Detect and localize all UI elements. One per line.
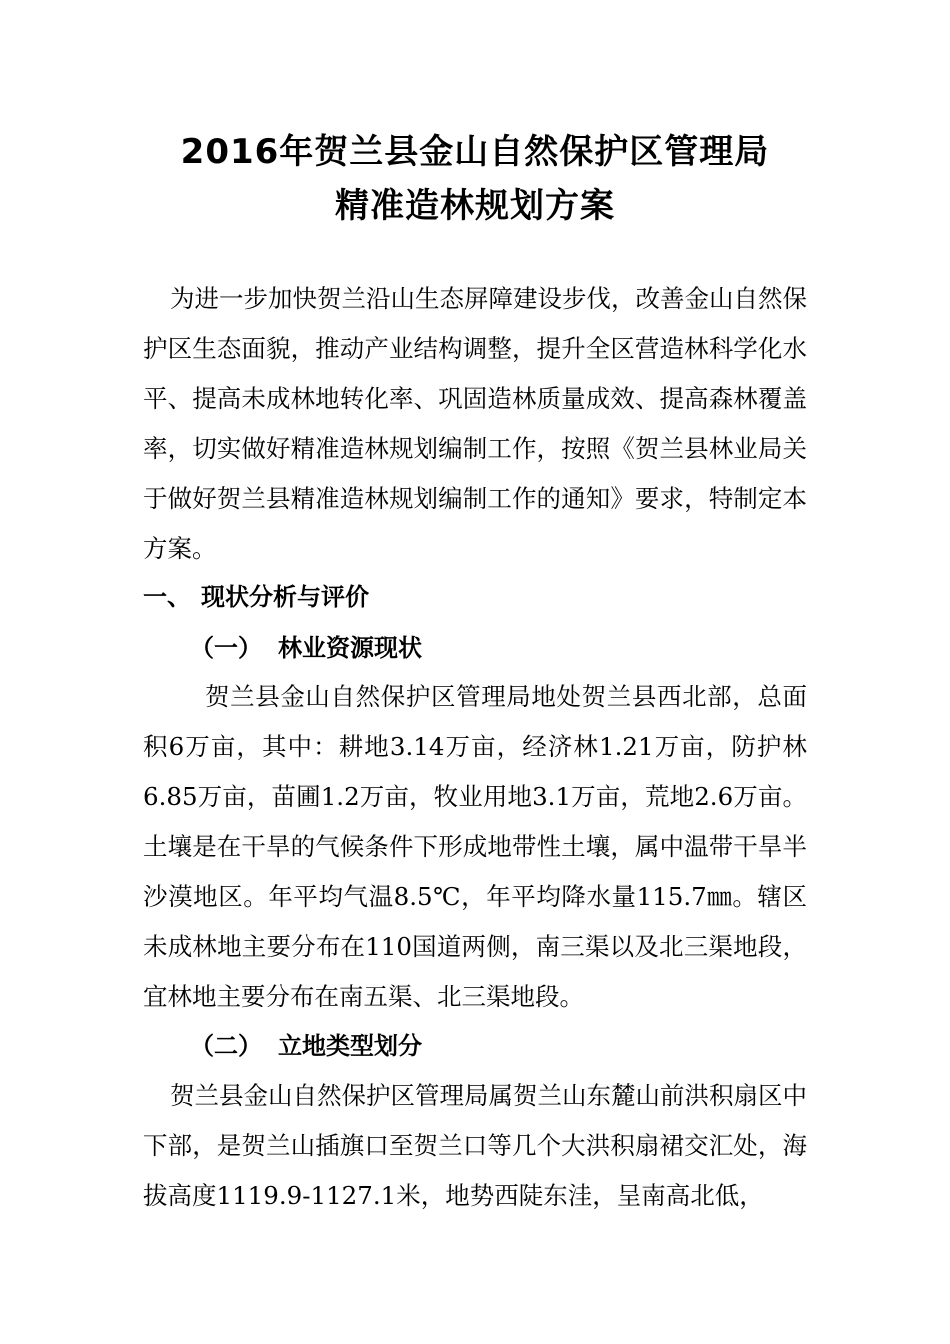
section-heading-1 <box>143 572 369 622</box>
subsection-title: 立地类型划分 <box>278 1032 422 1060</box>
subsection-heading-1 <box>190 623 422 673</box>
subsection-heading-2 <box>190 1021 422 1071</box>
subsection-title: 林业资源现状 <box>278 634 422 662</box>
document-title-line2: 精准造林规划方案 <box>335 186 615 226</box>
section-number: 一、 <box>143 583 191 611</box>
site-type-paragraph: 贺兰县金山自然保护区管理局属贺兰山东麓山前洪积扇区中下部，是贺兰山插旗口至贺兰口等几个大洪积扇裙交汇处，海拔高度1119.9-1127.1米，地势西陡东洼，呈南高北低， <box>143 1081 807 1210</box>
document-title-line1: 2016年贺兰县金山自然保护区管理局 <box>180 132 770 172</box>
subsection-number: （二） <box>190 1032 262 1060</box>
forest-resources-paragraph: 贺兰县金山自然保护区管理局地处贺兰县西北部，总面积6万亩，其中：耕地3.14万亩，经济林1.21万亩，防护林6.85万亩，苗圃1.2万亩，牧业用地3.1万亩，荒地2.6万亩。土壤是在干旱的气候条件下形成地带性土壤，属中温带干旱半沙漠地区。年平均气温8.5℃，年平均降水量115.7㎜。辖区未成林地主要分布在110国道两侧，南三渠以及北三渠地段，宜林地主要分布在南五渠、北三渠地段。 <box>143 682 807 1011</box>
section-title: 现状分析与评价 <box>201 583 369 611</box>
intro-paragraph: 为进一步加快贺兰沿山生态屏障建设步伐，改善金山自然保护区生态面貌，推动产业结构调整，提升全区营造林科学化水平、提高未成林地转化率、巩固造林质量成效、提高森林覆盖率，切实做好精准造林规划编制工作，按照《贺兰县林业局关于做好贺兰县精准造林规划编制工作的通知》要求，特制定本方案。 <box>143 284 807 563</box>
subsection-number: （一） <box>190 634 262 662</box>
